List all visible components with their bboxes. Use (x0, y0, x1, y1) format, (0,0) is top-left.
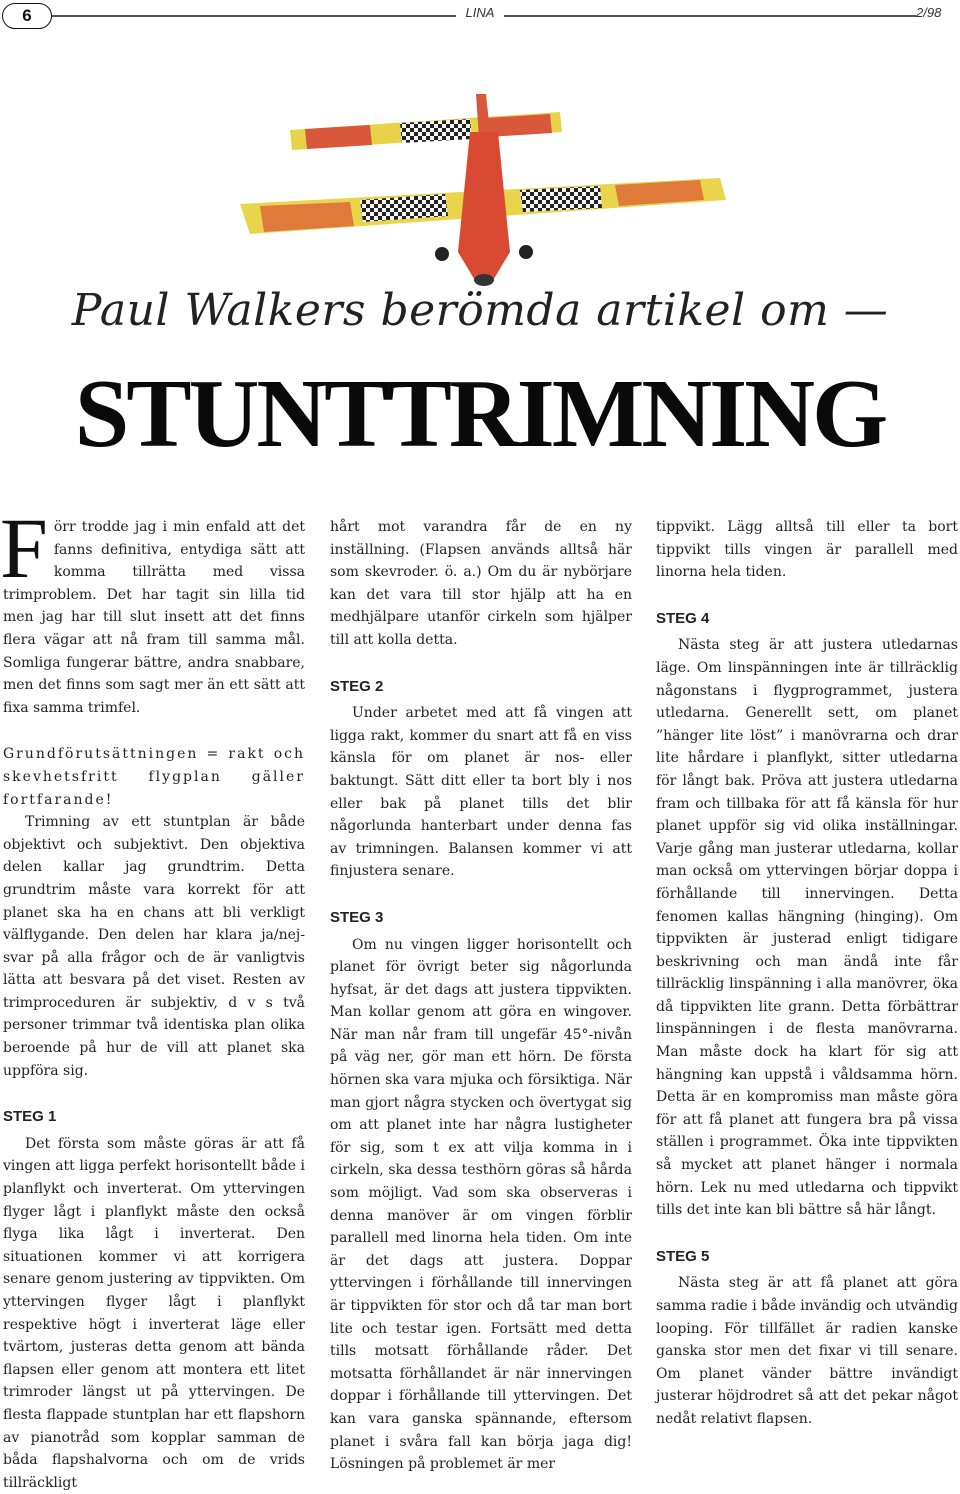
rear-wing (290, 112, 562, 150)
paragraph: Grundförutsättningen = rakt och skevhetsfritt flygplan gäller fortfarande! (3, 746, 305, 808)
header-rule-right (504, 15, 916, 17)
airplane-photo (230, 92, 730, 292)
section-heading-steg-4: STEG 4 (656, 609, 710, 627)
paragraph: Trimning av ett stuntplan är både objektivt och subjektivt. Den objektiva delen kallar jag grundtrim. Detta grundtrim måste vara korrekt för att planet ska ha en chans att bli verkligt välflygande. Den delen har klara ja/nej-svar på alla frågor och de är vanligtvis lätta att besvara på det viset. Resten av trimproceduren är subjektiv, d v s två personer trimmar två identiska plan olika beroende på hur de vill att planet ska uppföra sig. (3, 814, 305, 1079)
article-headline: STUNTTRIMNING (74, 360, 886, 468)
paragraph: Det första som måste göras är att få vingen att ligga perfekt horisontellt både i planflykt och inverterat. Om yttervingen flyger lågt i planflykt måste den också flyga lika lågt i inverterat. Den situationen kommer vi att korrigera senare genom justering av tippvikten. Om yttervingen flyger lågt i planflykt respektive högt i inverterat läge eller tvärtom, justeras detta genom att bända flapsen eller genom att montera ett litet trimroder längst ut på yttervingen. De flesta flappade stuntplan har ett flapshorn av pianotråd som kopplar samman de båda flapshalvorna och om de vrids tillräckligt (3, 1135, 305, 1491)
text-column-2 (330, 516, 632, 1476)
paragraph: tippvikt. Lägg alltså till eller ta bort tippvikt tills vingen är parallell med linorna hela tiden. (656, 519, 958, 581)
issue-number: 2/98 (916, 5, 942, 20)
section-heading-steg-1: STEG 1 (3, 1108, 57, 1126)
wheel-right (519, 245, 533, 259)
paragraph: Under arbetet med att få vingen att ligga rakt, kommer du snart att få en viss känsla för om planet är nos- eller baktungt. Sätt ditt eller ta bort bly i nos eller bak på planet tills det blir någorlunda hanterbart under denna fas av trimningen. Balansen kommer vi att finjustera senare. (330, 705, 632, 880)
section-heading-steg-5: STEG 5 (656, 1247, 710, 1265)
drop-cap: F (0, 500, 48, 596)
paragraph: Om nu vingen ligger horisontellt och planet för övrigt beter sig någorlunda hyfsat, är det dags att justera tippvikten. Man kollar genom att göra en wingover. När man når fram till ungefär 45°-nivån på väg ner, gör man ett hörn. De första hörnen ska vara mjuka och försiktiga. När man gjort några stycken och övertygat sig om att planet inte har några lustigheter för sig, som t ex att vilja komma in i cirkeln, ska dessa testhörn göras så hårda som möjligt. Vad som ska observeras i denna manöver är om vingen förblir parallell med linorna hela tiden. Om inte är det dags att justera. Doppar yttervingen i förhållande till innervingen är tippvikten för stor och då tar man bort lite och testar igen. Fortsätt med detta tills motsatt förhållande råder. Det motsatta förhållandet är när innervingen doppar i förhållande till yttervingen. Det kan vara ganska spännande, eftersom planet i svåra fall kan börja jaga dig! Lösningen på problemet är mer (330, 936, 632, 1473)
page-header (0, 0, 960, 34)
intro-paragraph (0, 500, 305, 719)
page-number-badge: 6 (2, 3, 52, 29)
article-kicker: Paul Walkers berömda artikel om — (71, 285, 889, 336)
magazine-name: LINA (465, 5, 495, 20)
text-column-3 (656, 516, 958, 1431)
section-heading-steg-3: STEG 3 (330, 908, 384, 926)
section-heading-steg-2: STEG 2 (330, 677, 384, 695)
wheel-left (435, 247, 449, 261)
paragraph: hårt mot varandra får de en ny inställning. (Flapsen används alltså här som skevroder. ö. a.) Om du är nybörjare kan det vara till stor hjälp att ha en medhjälpare utanför cirkeln som hjälper till att kolla detta. (330, 519, 632, 648)
text-column-1 (0, 500, 305, 1494)
paragraph: Nästa steg är att justera utledarnas läge. Om linspänningen inte är tillräcklig någonstans i flygprogrammet, justera utledarna. Generellt sett, om planet ”hänger lite löst” i manövrarna och drar lite hårdare i planflykt, sitter utledarna för långt bak. Pröva att justera utledarna fram och tillbaka för att få känsla för hur planet uppför sig vid olika inställningar. Varje gång man justerar utledarna, kollar man också om yttervingen börjar doppa i förhållande till innervingen. Detta fenomen kallas hängning (hinging). Om tippvikten är justerad enligt tidigare beskrivning och man ändå inte får tillräcklig linspänning i alla manövrer, öka då tippvikten lite grann. Detta förbättrar linspänningen i de flesta manövrarna. Man måste dock ha klart för sig att hängning kan uppstå i våldsamma hörn. Detta är en kompromiss man måste göra för att få planet att fungera bra på vissa ställen i programmet. Öka inte tippvikten så mycket att planet hänger i normala hörn. Lek nu med utledarna och tippvikt tills det inte kan bli bättre så här långt. (656, 637, 958, 1219)
fuselage (458, 132, 510, 282)
header-rule-left (52, 15, 456, 17)
paragraph: Nästa steg är att få planet att göra samma radie i både invändig och utvändig looping. För tillfället är radien kanske ganska stor men det fixar vi till senare. Om planet vänder bättre invändigt justerar höjdrodret så att det pekar något nedåt relativt flapsen. (656, 1275, 958, 1427)
intro-text: örr trodde jag i min enfald att det fanns definitiva, entydiga sätt att komma tillrätta med vissa trimproblem. Det har tagit sin lilla tid men jag har till slut insett att det finns flera vägar att nå fram till samma mål. Somliga fungerar bättre, andra snabbare, men det finns som sagt mer än ett sätt att fixa samma trimfel. (3, 519, 305, 716)
